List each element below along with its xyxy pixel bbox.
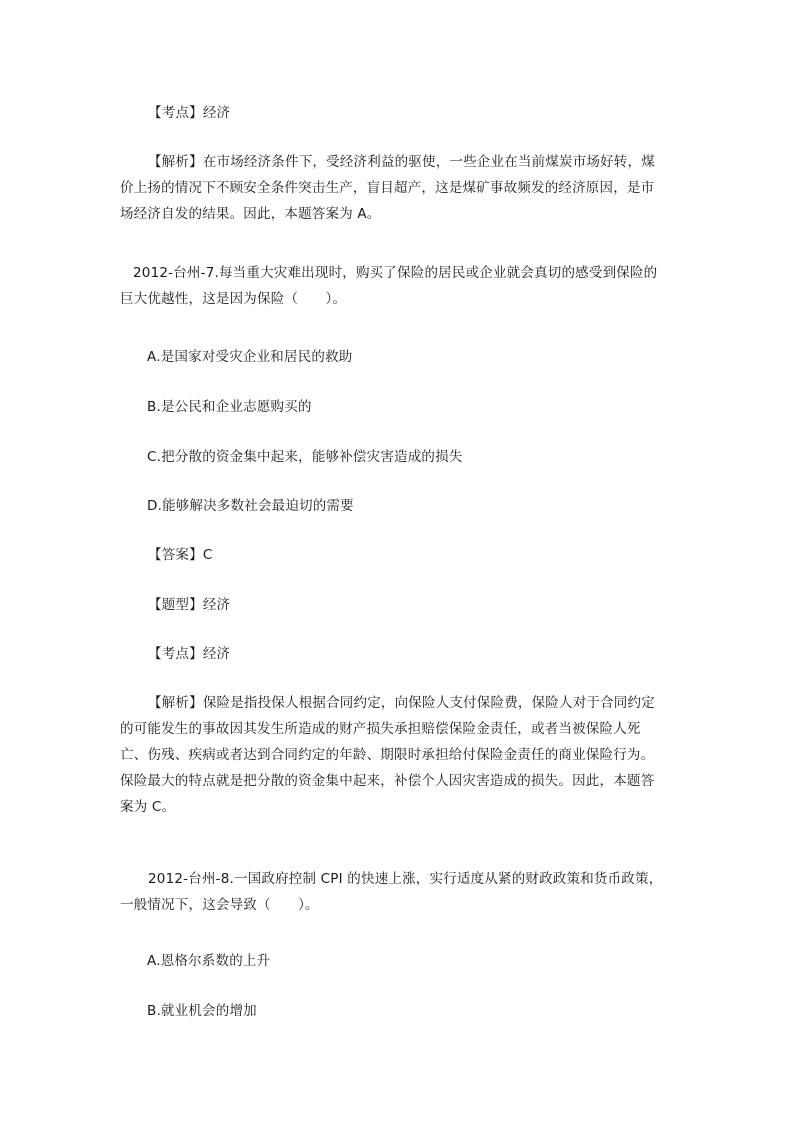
analysis-text: 在市场经济条件下，受经济利益的驱使，一些企业在当前煤炭市场好转，煤价上扬的情况下不顾安全条件突击生产，盲目超产，这是煤矿事故频发的经济原因，是市场经济自发的结果。因此，本题答案为 A。 xyxy=(120,154,655,222)
question-7-option-d: D.能够解决多数社会最迫切的需要 xyxy=(147,498,354,514)
question-7-exam-point xyxy=(120,641,666,667)
analysis-paragraph-q6 xyxy=(120,149,666,227)
analysis-text: 保险是指投保人根据合同约定，向保险人支付保险费，保险人对于合同约定的可能发生的事故因其发生所造成的财产损失承担赔偿保险金责任，或者当被保险人死亡、伤残、疾病或者达到合同约定的年龄、期限时承担给付保险金责任的商业保险行为。保险最大的特点就是把分散的资金集中起来，补偿个人因灾害造成的损失。因此，本题答案为 C。 xyxy=(120,695,655,815)
analysis-label: 【解析】 xyxy=(148,695,203,711)
question-7-option-a: A.是国家对受灾企业和居民的救助 xyxy=(147,349,353,365)
question-8-option-a: A.恩格尔系数的上升 xyxy=(147,953,271,969)
type-value: 经济 xyxy=(202,597,231,613)
question-7-analysis xyxy=(120,690,666,820)
question-7-stem: 2012-台州-7.每当重大灾难出现时，购买了保险的居民或企业就会真切的感受到保险的巨大优越性，这是因为保险（ ）。 xyxy=(120,265,658,307)
type-label: 【题型】 xyxy=(148,597,203,613)
exam-point-value: 经济 xyxy=(202,646,231,662)
analysis-label: 【解析】 xyxy=(148,154,203,170)
question-7-type xyxy=(120,592,666,618)
answer-label: 【答案】 xyxy=(148,547,203,563)
question-8-option-b: B.就业机会的增加 xyxy=(147,1003,257,1019)
exam-point-line xyxy=(120,100,666,126)
question-7-option-c: C.把分散的资金集中起来，能够补偿灾害造成的损失 xyxy=(147,449,463,465)
question-8-stem: 2012-台州-8.一国政府控制 CPI 的快速上涨，实行适度从紧的财政政策和货币政策，一般情况下，这会导致（ ）。 xyxy=(120,871,663,913)
question-7-option-b: B.是公民和企业志愿购买的 xyxy=(147,399,312,415)
exam-point-label: 【考点】 xyxy=(148,105,203,121)
answer-value: C xyxy=(202,547,213,563)
exam-point-label: 【考点】 xyxy=(148,646,203,662)
exam-point-value: 经济 xyxy=(202,105,231,121)
question-7-answer xyxy=(120,542,666,568)
